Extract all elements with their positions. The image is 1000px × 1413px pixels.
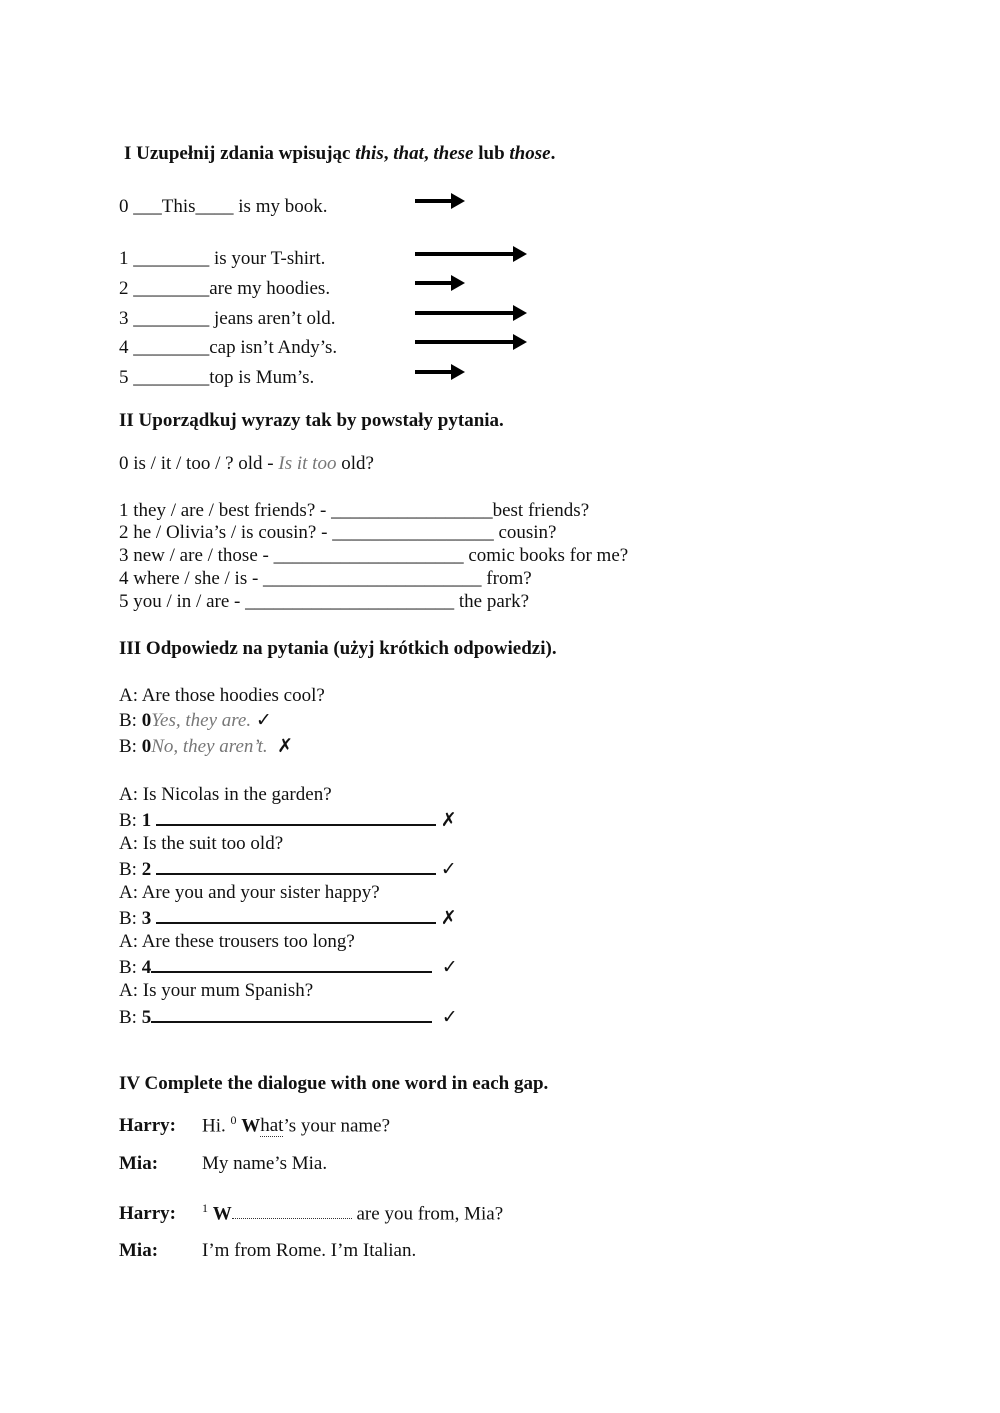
exercise-item[interactable]: 4 where / she / is - _______________________ from? [119,568,532,589]
gap-number: 1 [202,1201,208,1215]
answer-gap[interactable] [156,906,436,924]
dialogue-line [119,1109,390,1137]
arrow-near-icon [415,370,453,374]
exercise-item[interactable]: 0 ___This____ is my book. [119,196,328,217]
word-this: this [355,143,384,164]
answer-gap[interactable] [151,955,432,973]
heading-text: I Uzupełnij zdania wpisując [124,143,356,164]
speaker: Harry: [119,1203,176,1225]
b-prefix: B: [119,810,142,831]
b-prefix: B: [119,710,142,731]
cross-icon: ✗ [277,736,294,757]
dialogue-line [119,1153,327,1175]
item-number: 4 [141,957,152,978]
period: . [550,143,556,164]
b-prefix: B: [119,736,142,757]
gap-first-letter: W [212,1203,232,1225]
word-lub: lub [473,143,510,164]
gap-number: 0 [230,1113,237,1127]
answer-gap[interactable] [232,1202,352,1219]
exercise-item[interactable]: 4 ________cap isn’t Andy’s. [119,337,338,358]
word-that: that [393,143,424,164]
example-end: old? [336,453,374,474]
gap-first-letter: W [241,1115,261,1137]
example-answer: Is it too [278,453,337,474]
answer-line[interactable] [119,955,458,979]
word-those: those [509,143,551,164]
question: A: Is the suit too old? [119,833,284,854]
answer-gap[interactable] [151,1005,432,1023]
example-item [119,453,374,475]
answer-line[interactable] [119,857,457,881]
exercise-item[interactable]: 5 ________top is Mum’s. [119,367,315,388]
answer-gap[interactable] [156,857,436,875]
item-number: 0 [141,710,152,731]
check-icon: ✓ [255,710,272,731]
section-1-heading [124,143,555,165]
arrow-near-icon [415,281,453,285]
exercise-item[interactable]: 3 ________ jeans aren’t old. [119,308,336,329]
dialogue-text: My name’s Mia. [202,1153,328,1174]
exercise-item[interactable]: 1 they / are / best friends? - _________________best friends? [119,500,590,521]
section-2-heading: II Uporządkuj wyrazy tak by powstały pytania. [119,410,504,431]
exercise-item[interactable]: 5 you / in / are - ______________________ the park? [119,591,530,612]
answer-gap[interactable] [156,808,436,826]
item-number: 1 [141,810,152,831]
example-yes [119,710,272,732]
exercise-item[interactable]: 1 ________ is your T-shirt. [119,248,326,269]
arrow-far-icon [415,252,515,256]
speaker: Mia: [119,1153,159,1174]
speaker: Mia: [119,1240,159,1261]
cross-icon: ✗ [440,908,457,929]
answer-line[interactable] [119,1005,458,1029]
example-no [119,736,293,758]
arrow-far-icon [415,340,515,344]
example-answer: No, they aren’t. [151,736,268,757]
question: A: Is Nicolas in the garden? [119,784,332,805]
exercise-item[interactable]: 3 new / are / those - ____________________ comic books for me? [119,545,629,566]
arrow-far-icon [415,311,515,315]
dialogue-text: Hi. [202,1115,231,1137]
cross-icon: ✗ [440,810,457,831]
b-prefix: B: [119,908,142,929]
answer-line[interactable] [119,808,457,832]
check-icon: ✓ [441,1007,458,1028]
b-prefix: B: [119,859,142,880]
question: A: Is your mum Spanish? [119,980,314,1001]
arrow-near-icon [415,199,453,203]
sep: , [383,143,394,164]
dialogue-text: are you from, Mia? [351,1203,504,1225]
example-answer: Yes, they are. [151,710,252,731]
example-prompt: 0 is / it / too / ? old - [119,453,279,474]
section-4-heading: IV Complete the dialogue with one word in each gap. [119,1073,549,1094]
sep: , [423,143,434,164]
example-gap-answer: hat [260,1115,284,1137]
example-question: A: Are those hoodies cool? [119,685,325,706]
question: A: Are you and your sister happy? [119,882,380,903]
check-icon: ✓ [441,957,458,978]
answer-line[interactable] [119,906,457,930]
exercise-item[interactable]: 2 ________are my hoodies. [119,278,331,299]
dialogue-line [119,1240,416,1262]
section-3-heading: III Odpowiedz na pytania (użyj krótkich odpowiedzi). [119,638,557,659]
b-prefix: B: [119,1007,142,1028]
dialogue-line [119,1197,503,1225]
item-number: 0 [141,736,152,757]
item-number: 5 [141,1007,152,1028]
item-number: 3 [141,908,152,929]
question: A: Are these trousers too long? [119,931,355,952]
dialogue-text: I’m from Rome. I’m Italian. [202,1240,417,1261]
item-number: 2 [141,859,152,880]
exercise-item[interactable]: 2 he / Olivia’s / is cousin? - _________________ cousin? [119,522,557,543]
dialogue-text: ’s your name? [283,1115,391,1137]
check-icon: ✓ [440,859,457,880]
b-prefix: B: [119,957,142,978]
speaker: Harry: [119,1115,176,1137]
word-these: these [433,143,474,164]
